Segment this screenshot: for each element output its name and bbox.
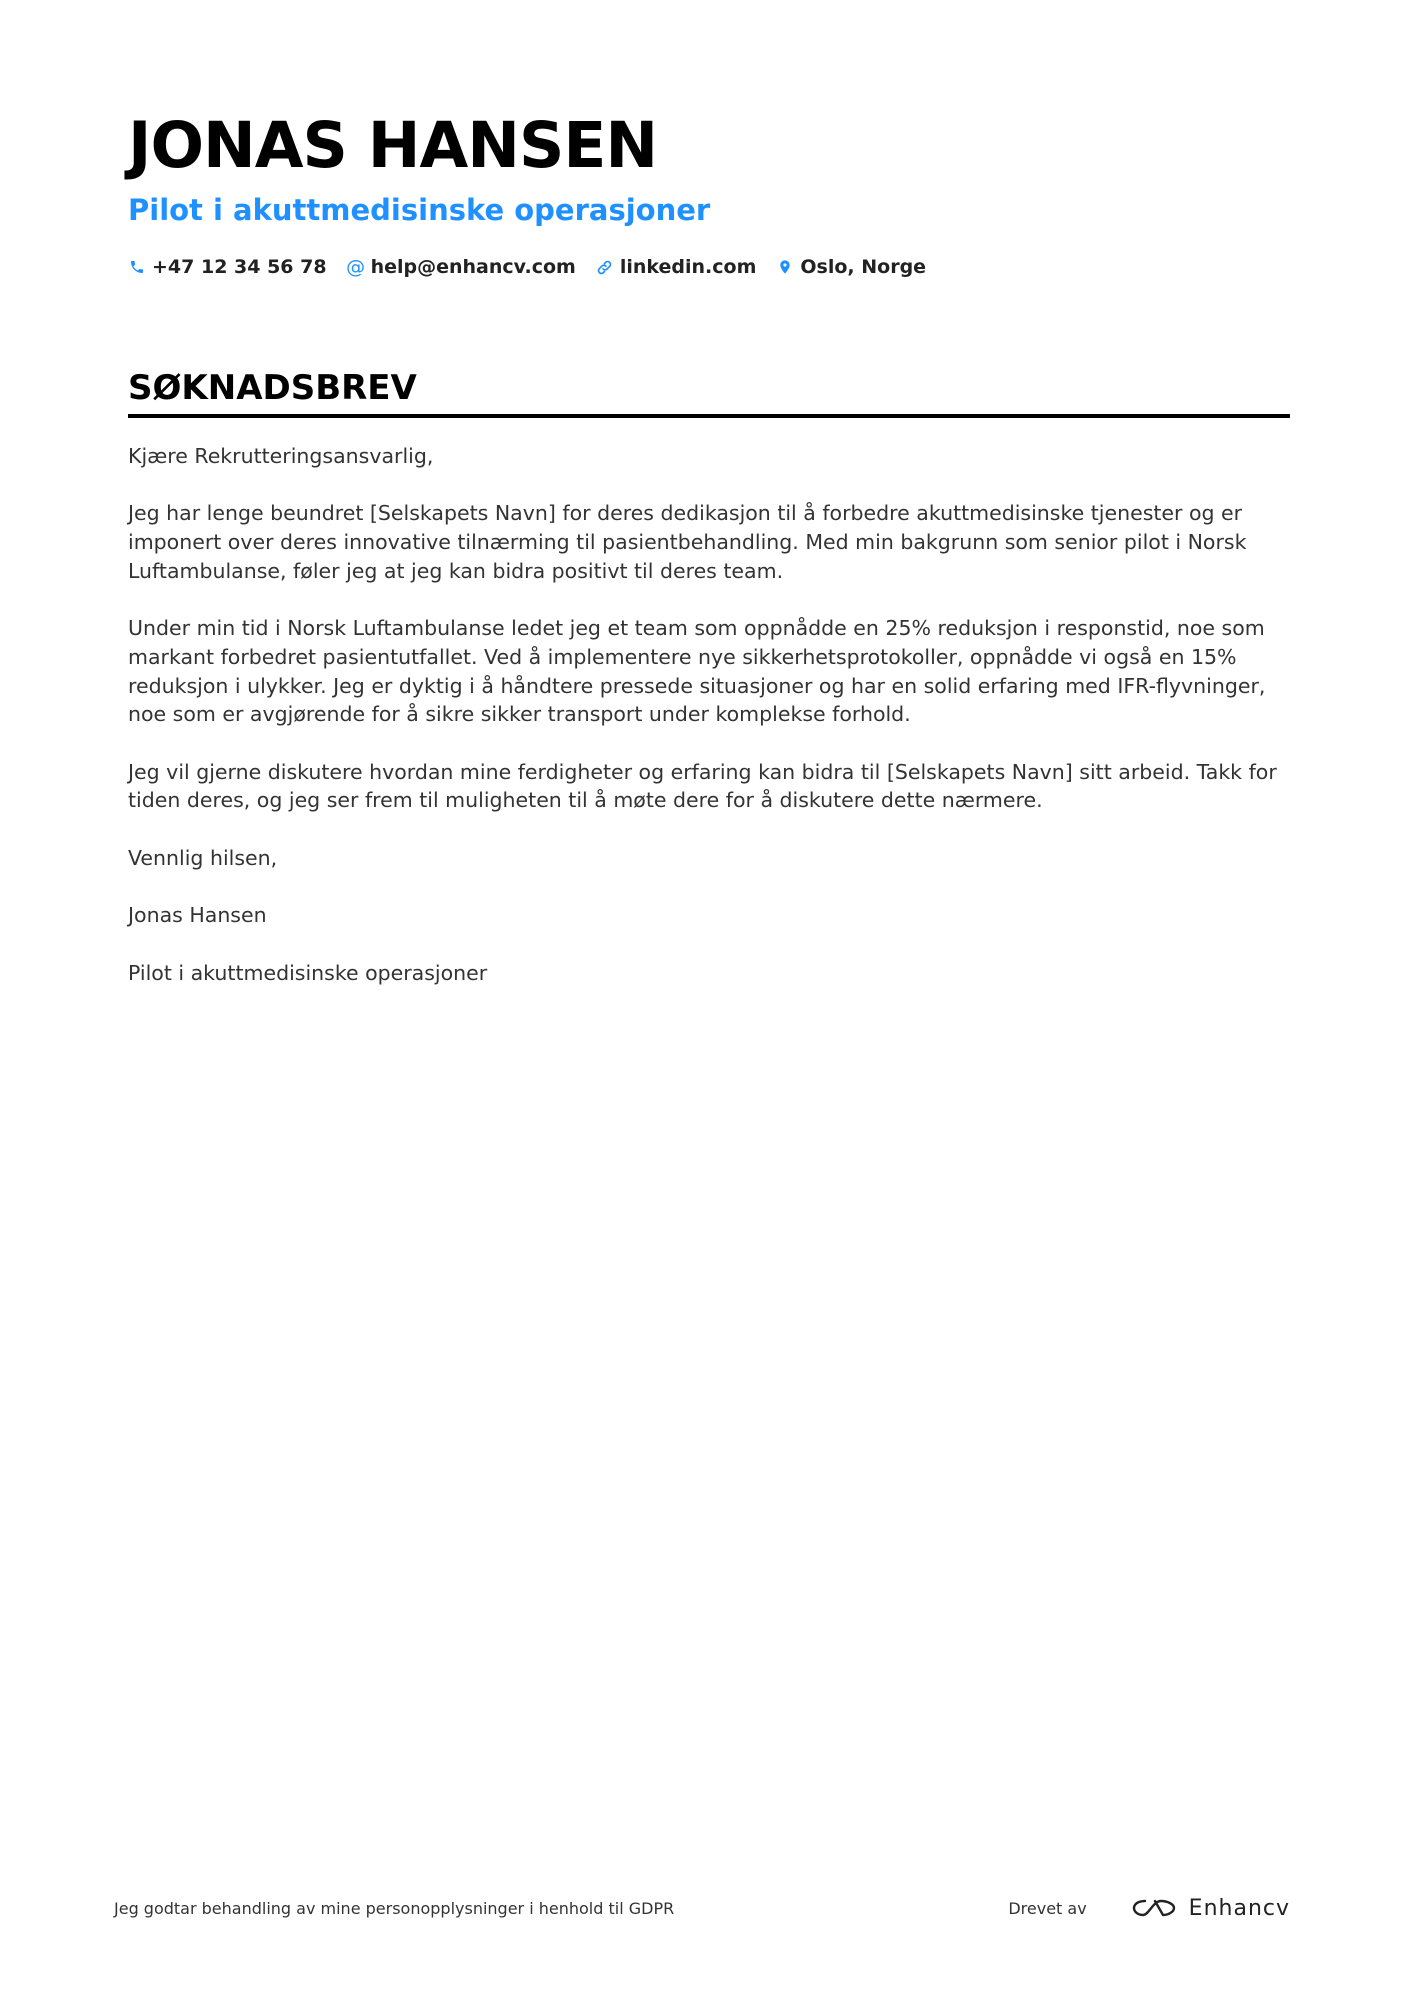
- letter-paragraph: Jeg har lenge beundret [Selskapets Navn] for deres dedikasjon til å forbedre akuttmedisinske tjenester og er imponert over deres innovative tilnærming til pasientbehandling. Med min bakgrunn som senior pilot i Norsk Luftambulanse, føler jeg at jeg kan bidra positivt til deres team.: [128, 501, 1247, 583]
- contact-location: [776, 256, 926, 278]
- signature-title: Pilot i akuttmedisinske operasjoner: [128, 960, 488, 985]
- footer: [114, 1888, 1290, 1928]
- email-address: help@enhancv.com: [370, 256, 576, 278]
- contact-email: [347, 256, 576, 278]
- letter-body: [128, 442, 1290, 987]
- gdpr-consent-text: Jeg godtar behandling av mine personopplysninger i henhold til GDPR: [114, 1898, 675, 1918]
- powered-by-label: Drevet av: [1008, 1898, 1087, 1918]
- letter-closing: Vennlig hilsen,: [128, 845, 278, 870]
- enhancv-logo-icon: [1131, 1895, 1177, 1921]
- contact-link: [596, 256, 757, 278]
- link-icon: [596, 258, 614, 276]
- at-icon: @: [346, 256, 366, 278]
- enhancv-brand[interactable]: [1131, 1895, 1290, 1921]
- letter-paragraph: Under min tid i Norsk Luftambulanse ledet jeg et team som oppnådde en 25% reduksjon i responstid, noe som markant forbedret pasientutfallet. Ved å implementere nye sikkerhetsprotokoller, oppnådde vi også en 15% reduksjon i ulykker. Jeg er dyktig i å håndtere pressede situasjoner og har en solid erfaring med IFR-flyvninger, noe som er avgjørende for å sikre sikker transport under komplekse forhold.: [128, 616, 1266, 727]
- phone-icon: [128, 258, 146, 276]
- candidate-name: JONAS HANSEN: [128, 109, 658, 182]
- powered-by: [1008, 1895, 1290, 1921]
- phone-number: +47 12 34 56 78: [152, 256, 327, 278]
- cover-letter-section: [128, 366, 1290, 1016]
- letter-greeting: Kjære Rekrutteringsansvarlig,: [128, 444, 434, 468]
- header: [128, 108, 1288, 278]
- location-pin-icon: [776, 258, 794, 276]
- contact-info: [128, 256, 1288, 278]
- brand-name: Enhancv: [1188, 1895, 1290, 1921]
- section-title: SØKNADSBREV: [128, 366, 1290, 418]
- contact-phone: [128, 256, 327, 278]
- signature-name: Jonas Hansen: [128, 903, 267, 928]
- location: Oslo, Norge: [800, 256, 927, 278]
- linkedin-url: linkedin.com: [619, 256, 757, 278]
- letter-paragraph: Jeg vil gjerne diskutere hvordan mine ferdigheter og erfaring kan bidra til [Selskapets Navn] sitt arbeid. Takk for tiden deres, og jeg ser frem til muligheten til å møte dere for å diskutere dette nærmere.: [128, 759, 1277, 813]
- candidate-title: Pilot i akuttmedisinske operasjoner: [128, 193, 711, 227]
